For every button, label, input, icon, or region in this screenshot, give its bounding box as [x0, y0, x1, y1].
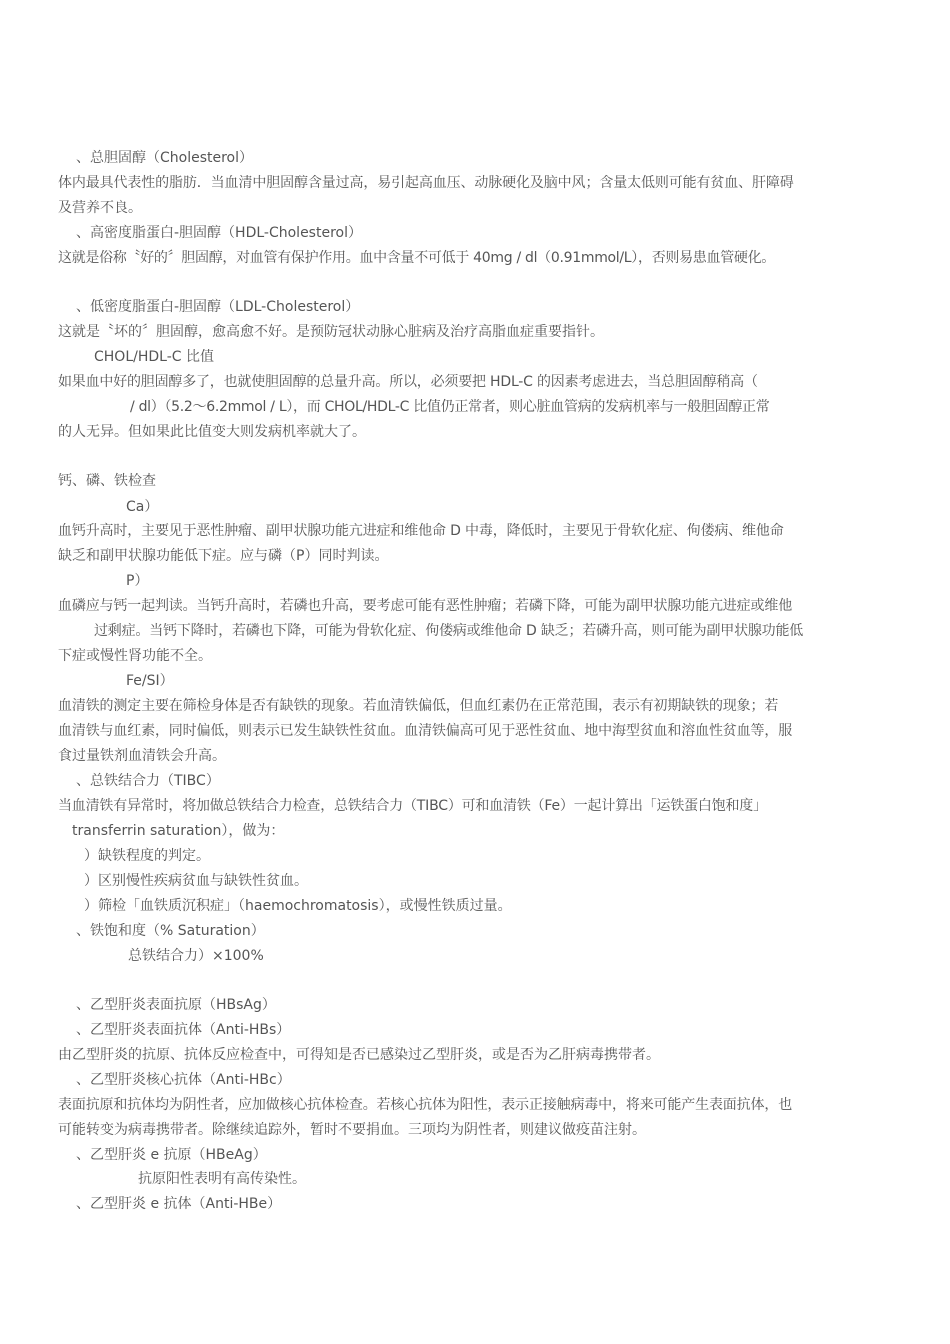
heading-tibc: 、总铁结合力（TIBC） — [76, 773, 220, 789]
paragraph-anti-hbc: 表面抗原和抗体均为阴性者，应加做核心抗体检查。若核心抗体为阳性，表示正接触病毒中，将来可能产生表面抗体，也 — [58, 1097, 793, 1113]
paragraph-hbeag: 抗原阳性表明有高传染性。 — [138, 1171, 306, 1187]
heading-chol-hdl-ratio: CHOL/HDL-C 比值 — [94, 349, 214, 365]
paragraph-total-cholesterol-cont: 及营养不良。 — [58, 200, 142, 216]
paragraph-tibc-cont: transferrin saturation），做为： — [72, 823, 285, 839]
heading-hbsag: 、乙型肝炎表面抗原（HBsAg） — [76, 997, 276, 1013]
paragraph-ldl-cholesterol: 这就是〝坏的〞胆固醇，愈高愈不好。是预防冠状动脉心脏病及治疗高脂血症重要指针。 — [58, 324, 604, 340]
paragraph-anti-hbc-cont: 可能转变为病毒携带者。除继续追踪外，暂时不要捐血。三项均为阴性者，则建议做疫苗注射。 — [58, 1122, 646, 1138]
list-item-anemia-distinction: ）区别慢性疾病贫血与缺铁性贫血。 — [84, 873, 308, 889]
heading-anti-hbc: 、乙型肝炎核心抗体（Anti-HBc） — [76, 1072, 291, 1088]
list-item-iron-deficiency: ）缺铁程度的判定。 — [84, 848, 210, 864]
list-item-haemochromatosis: ）筛检「血铁质沉积症」（haemochromatosis），或慢性铁质过量。 — [84, 898, 512, 914]
heading-serum-iron: Fe/SI） — [126, 673, 174, 689]
heading-anti-hbs: 、乙型肝炎表面抗体（Anti-HBs） — [76, 1022, 291, 1038]
heading-phosphorus: P） — [126, 573, 149, 589]
paragraph-calcium-cont: 缺乏和副甲状腺功能低下症。应与磷（P）同时判读。 — [58, 548, 389, 564]
paragraph-phosphorus-end: 下症或慢性肾功能不全。 — [58, 648, 212, 664]
heading-iron-saturation: 、铁饱和度（% Saturation） — [76, 923, 265, 939]
paragraph-hdl-cholesterol: 这就是俗称〝好的〞胆固醇，对血管有保护作用。血中含量不可低于 40mg / dl（0.91mmol/L），否则易患血管硬化。 — [58, 250, 775, 266]
paragraph-serum-iron: 血清铁的测定主要在筛检身体是否有缺铁的现象。若血清铁偏低，但血红素仍在正常范围，表示有初期缺铁的现象；若 — [58, 698, 779, 714]
formula-iron-saturation: 总铁结合力）×100% — [128, 948, 264, 964]
section-heading-calcium-phosphorus-iron: 钙、磷、铁检查 — [58, 473, 156, 489]
paragraph-total-cholesterol: 体内最具代表性的脂肪．当血清中胆固醇含量过高，易引起高血压、动脉硬化及脑中风；含量太低则可能有贫血、肝障碍 — [58, 175, 794, 191]
paragraph-tibc: 当血清铁有异常时，将加做总铁结合力检查，总铁结合力（TIBC）可和血清铁（Fe）一起计算出「运铁蛋白饱和度」 — [58, 798, 767, 814]
paragraph-chol-hdl-ratio: 如果血中好的胆固醇多了，也就使胆固醇的总量升高。所以，必须要把 HDL-C 的因素考虑进去，当总胆固醇稍高（ — [58, 374, 758, 390]
paragraph-serum-iron-end: 食过量铁剂血清铁会升高。 — [58, 748, 226, 764]
paragraph-hepatitis-b-antigen-antibody: 由乙型肝炎的抗原、抗体反应检查中，可得知是否已感染过乙型肝炎，或是否为乙肝病毒携带者。 — [58, 1047, 660, 1063]
paragraph-calcium: 血钙升高时，主要见于恶性肿瘤、副甲状腺功能亢进症和维他命 D 中毒，降低时，主要见于骨软化症、佝偻病、维他命 — [58, 523, 784, 539]
paragraph-phosphorus: 血磷应与钙一起判读。当钙升高时，若磷也升高，要考虑可能有恶性肿瘤；若磷下降，可能为副甲状腺功能亢进症或维他 — [58, 598, 793, 614]
heading-ldl-cholesterol: 、低密度脂蛋白-胆固醇（LDL-Cholesterol） — [76, 299, 360, 315]
paragraph-serum-iron-cont: 血清铁与血红素，同时偏低，则表示已发生缺铁性贫血。血清铁偏高可见于恶性贫血、地中海型贫血和溶血性贫血等，服 — [58, 723, 793, 739]
paragraph-chol-hdl-ratio-end: 的人无异。但如果此比值变大则发病机率就大了。 — [58, 424, 366, 440]
paragraph-phosphorus-cont: 过剩症。当钙下降时，若磷也下降，可能为骨软化症、佝偻病或维他命 D 缺乏；若磷升高，则可能为副甲状腺功能低 — [94, 623, 804, 639]
paragraph-chol-hdl-ratio-cont: / dl）（5.2～6.2mmol / L），而 CHOL/HDL-C 比值仍正常者，则心脏血管病的发病机率与一般胆固醇正常 — [130, 399, 770, 415]
heading-calcium: Ca） — [126, 499, 159, 515]
heading-anti-hbe: 、乙型肝炎 e 抗体（Anti-HBe） — [76, 1196, 282, 1212]
heading-hbeag: 、乙型肝炎 e 抗原（HBeAg） — [76, 1147, 267, 1163]
heading-hdl-cholesterol: 、高密度脂蛋白-胆固醇（HDL-Cholesterol） — [76, 225, 362, 241]
heading-total-cholesterol: 、总胆固醇（Cholesterol） — [76, 150, 254, 166]
